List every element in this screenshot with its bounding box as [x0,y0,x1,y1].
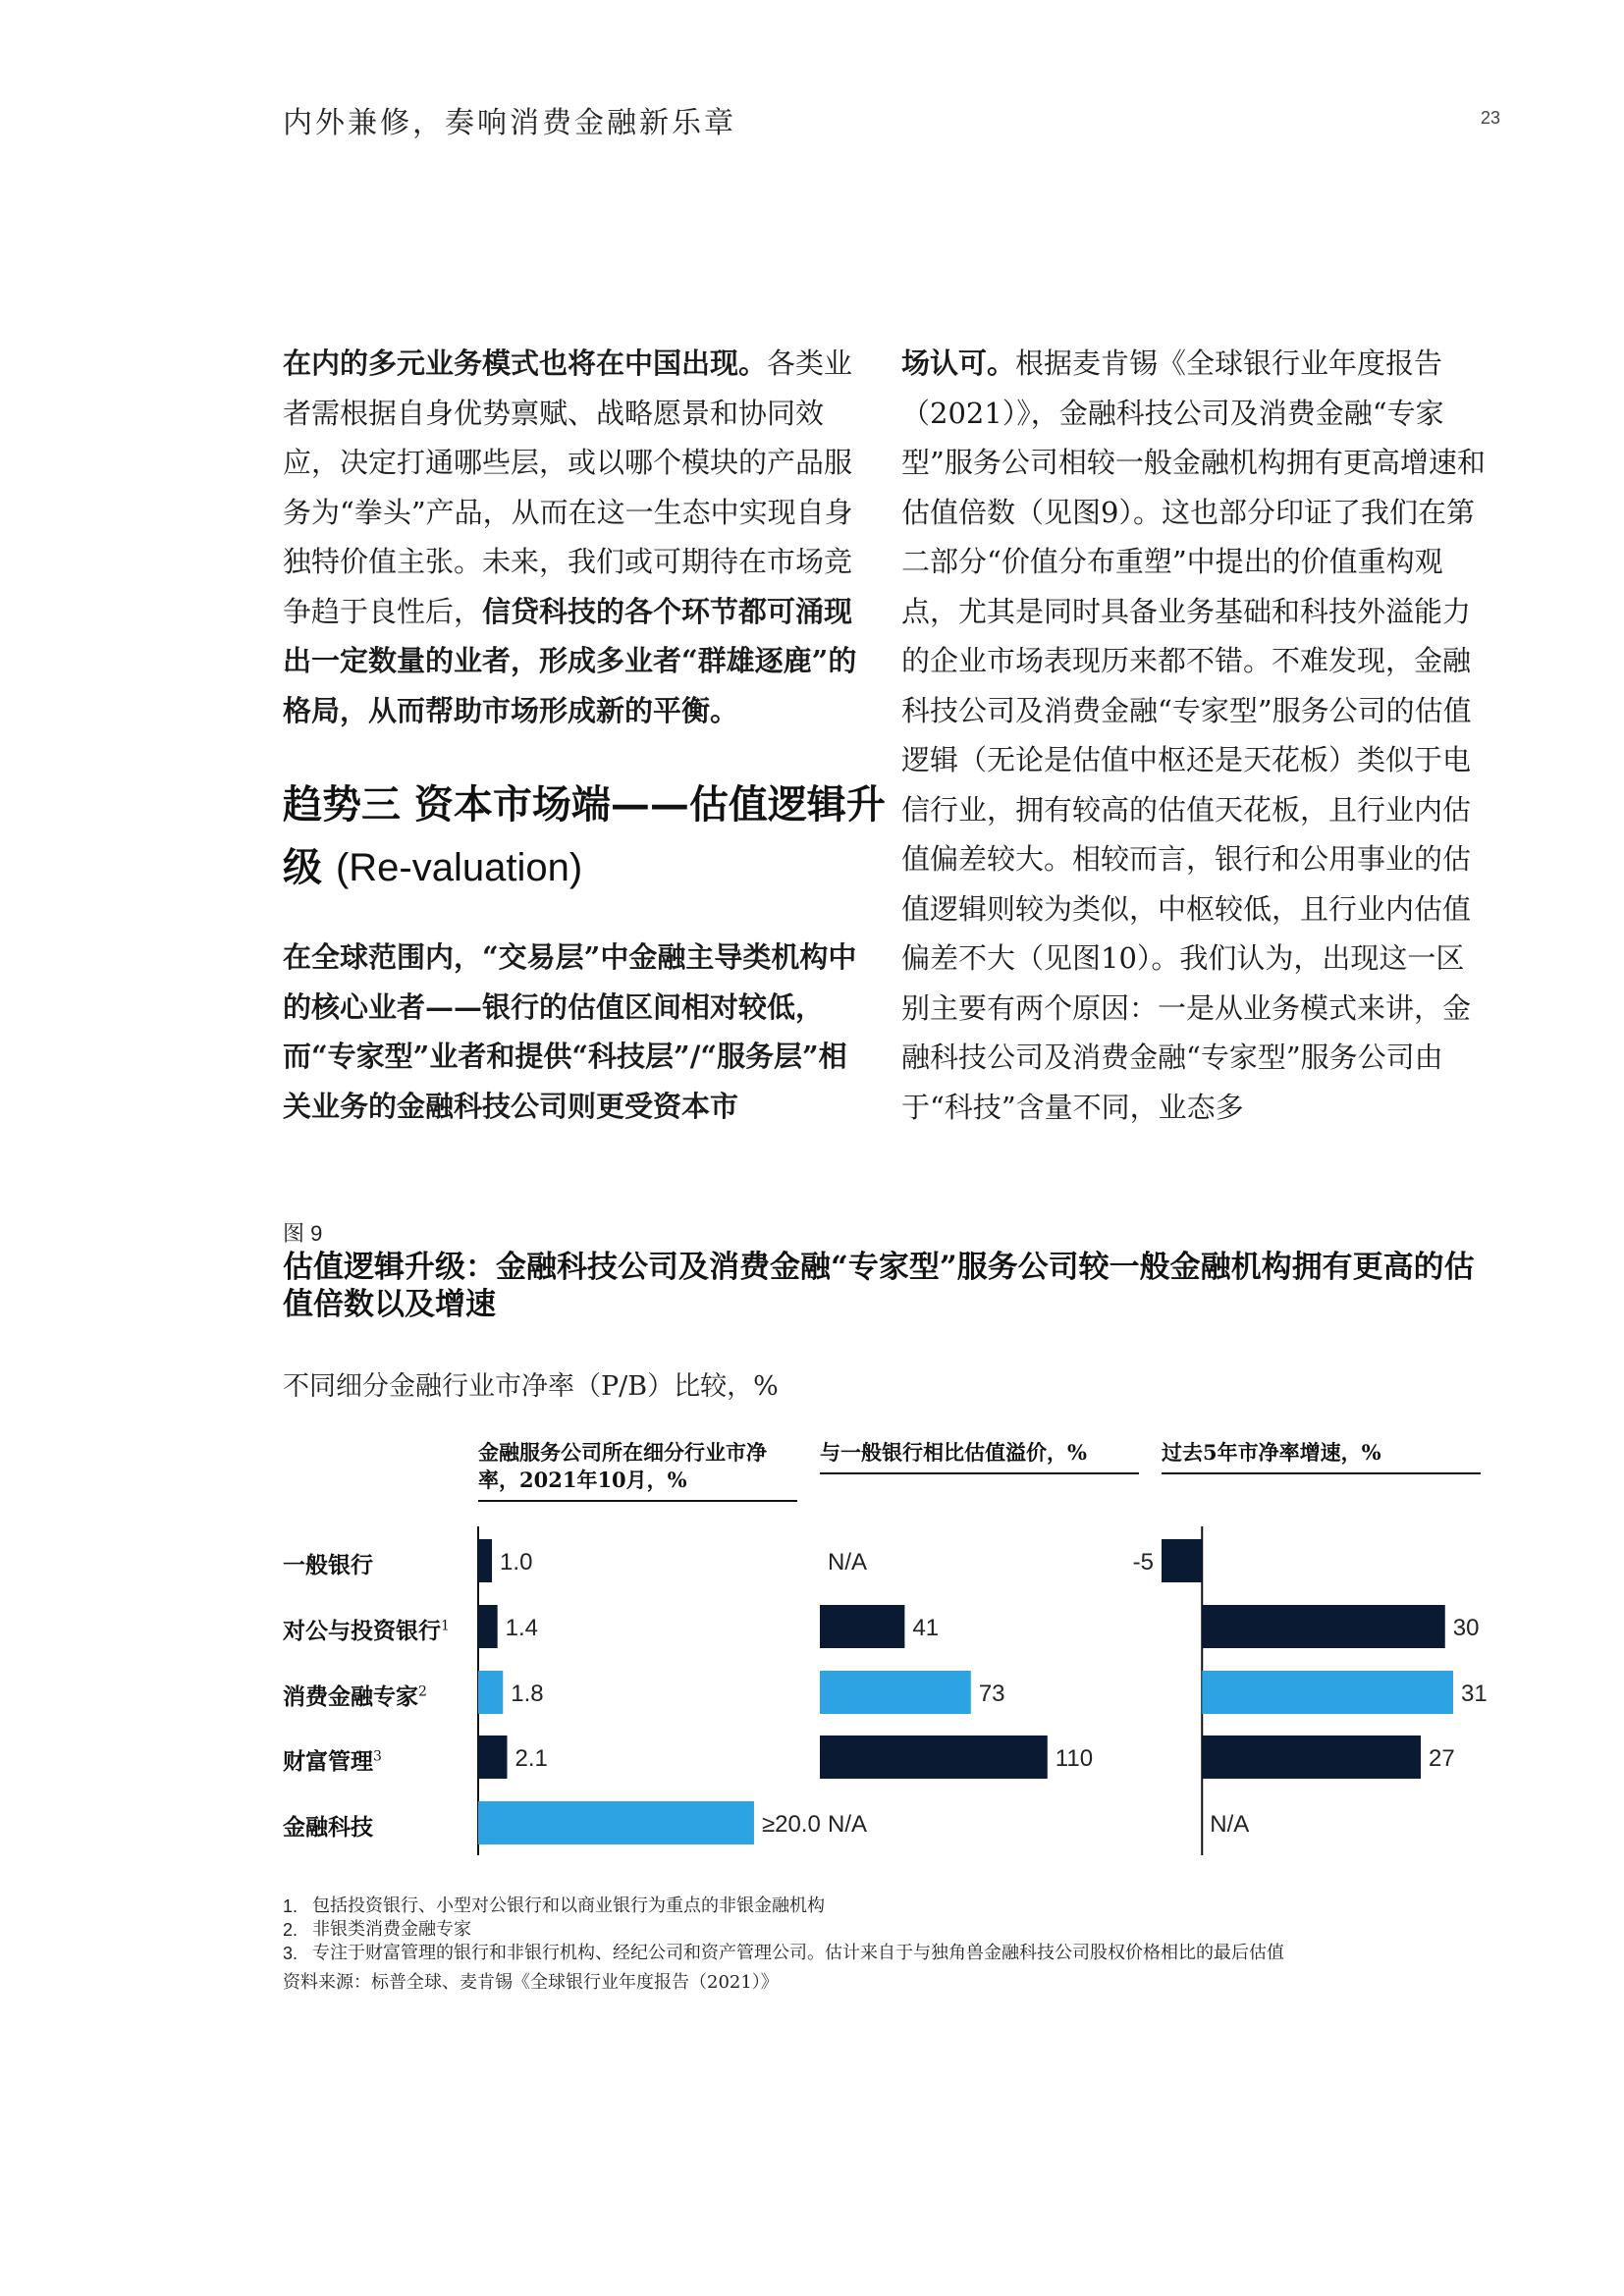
right-paragraph-bold-lead: 场认可。 [901,347,1016,380]
chart-bar [1202,1605,1445,1648]
chart-panel-1-title: 金融服务公司所在细分行业市净率，2021年10月，% [478,1439,797,1502]
right-paragraph-body: 根据麦肯锡《全球银行业年度报告（2021）》，金融科技公司及消费金融“专家型”服务公司相较一般金融机构拥有更高增速和估值倍数（见图9）。这也部分印证了我们在第二部分“价值分布重塑”中提出的价值重构观点，尤其是同时具备业务基础和科技外溢能力的企业市场表现历来都不错。不难发现，金融科技公司及消费金融“专家型”服务公司的估值逻辑（无论是估值中枢还是天花板）类似于电信行业，拥有较高的估值天花板，且行业内估值偏差较大。相较而言，银行和公用事业的估值逻辑则较为类似，中枢较低，且行业内估值偏差不大（见图10）。我们认为，出现这一区别主要有两个原因：一是从业务模式来讲，金融科技公司及消费金融“专家型”服务公司由于“科技”含量不同，业态多 [901,347,1486,1124]
chart-value-label: N/A [828,1549,868,1575]
chart-value-label: N/A [828,1811,868,1838]
section-intro: 在全球范围内，“交易层”中金融主导类机构中的核心业者——银行的估值区间相对较低，而“专家型”业者和提供“科技层”/“服务层”相关业务的金融科技公司则更受资本市 [283,940,857,1123]
chart-value-label: 73 [978,1681,1005,1707]
chart-panel-3-title: 过去5年市净率增速，% [1162,1439,1481,1474]
chart-bar [820,1735,1048,1779]
chart-bar [820,1605,904,1648]
chart-value-label: ≥20.0 [761,1811,821,1838]
chart-value-label: 27 [1429,1745,1455,1772]
figure-title: 估值逻辑升级：金融科技公司及消费金融“专家型”服务公司较一般金融机构拥有更高的估值倍数以及增速 [283,1250,1475,1322]
chart-value-label: 2.1 [514,1745,548,1772]
chart-value-label: 41 [912,1615,940,1641]
chart-value-label: 1.0 [500,1549,533,1575]
chart-bar [820,1671,971,1714]
figure-label: 图 9 [283,1221,323,1246]
chart-value-label: N/A [1210,1811,1250,1838]
section-heading-latin: (Re-valuation) [335,846,583,889]
chart-bar [478,1605,498,1648]
source-note: 资料来源：标普全球、麦肯锡《全球银行业年度报告（2021）》 [283,1972,779,1993]
chart-row-label: 对公与投资银行$^1$ [283,1618,450,1644]
chart-value-label: 1.4 [505,1615,539,1641]
footnote-1: 1. 包括投资银行、小型对公银行和以商业银行为重点的非银金融机构 [283,1896,825,1916]
section-heading-text: 趋势三 资本市场端——估值逻辑升级 [283,781,886,890]
chart-bar [478,1735,508,1779]
left-paragraph-bold-lead: 在内的多元业务模式也将在中国出现。 [283,347,768,380]
chart-value-label: -5 [1132,1549,1154,1575]
chart-bar [478,1801,754,1844]
footnotes [283,1895,1520,1995]
chart-bar [1202,1671,1453,1714]
chart-bar [478,1671,503,1714]
page-number: 23 [1481,108,1501,128]
chart-value-label: 31 [1461,1681,1488,1707]
chart-value-label: 110 [1055,1745,1094,1772]
left-paragraph-bold-tail: 信贷科技的各个环节都可涌现出一定数量的业者，形成多业者“群雄逐鹿”的格局，从而帮助市场形成新的平衡。 [283,594,857,727]
chart-value-label: 1.8 [511,1681,544,1707]
chart-panel-2-title: 与一般银行相比估值溢价，% [820,1439,1139,1474]
chart-bar [478,1539,492,1582]
chart-row-label: 金融科技 [283,1814,373,1841]
chart-bar [1162,1539,1202,1582]
chart-row-label: 财富管理$^3$ [283,1748,382,1775]
footnote-3: 3. 专注于财富管理的银行和非银行机构、经纪公司和资产管理公司。估计来自于与独角兽金融科技公司股权价格相比的最后估值 [283,1943,1284,1963]
figure-subtitle: 不同细分金融行业市净率（P/B）比较，% [283,1371,779,1402]
chart-bar [1202,1735,1421,1779]
page-header-title: 内外兼修，奏响消费金融新乐章 [283,106,736,140]
chart-row-label: 一般银行 [283,1552,373,1578]
chart-value-label: 30 [1452,1615,1480,1641]
chart-row-label: 消费金融专家$^2$ [283,1683,427,1710]
left-paragraph-body: 各类业者需根据自身优势禀赋、战略愿景和协同效应，决定打通哪些层，或以哪个模块的产品服务为“拳头”产品，从而在这一生态中实现自身独特价值主张。未来，我们或可期待在市场竞争趋于良性后， [283,347,853,628]
footnote-2: 2. 非银类消费金融专家 [283,1919,471,1940]
